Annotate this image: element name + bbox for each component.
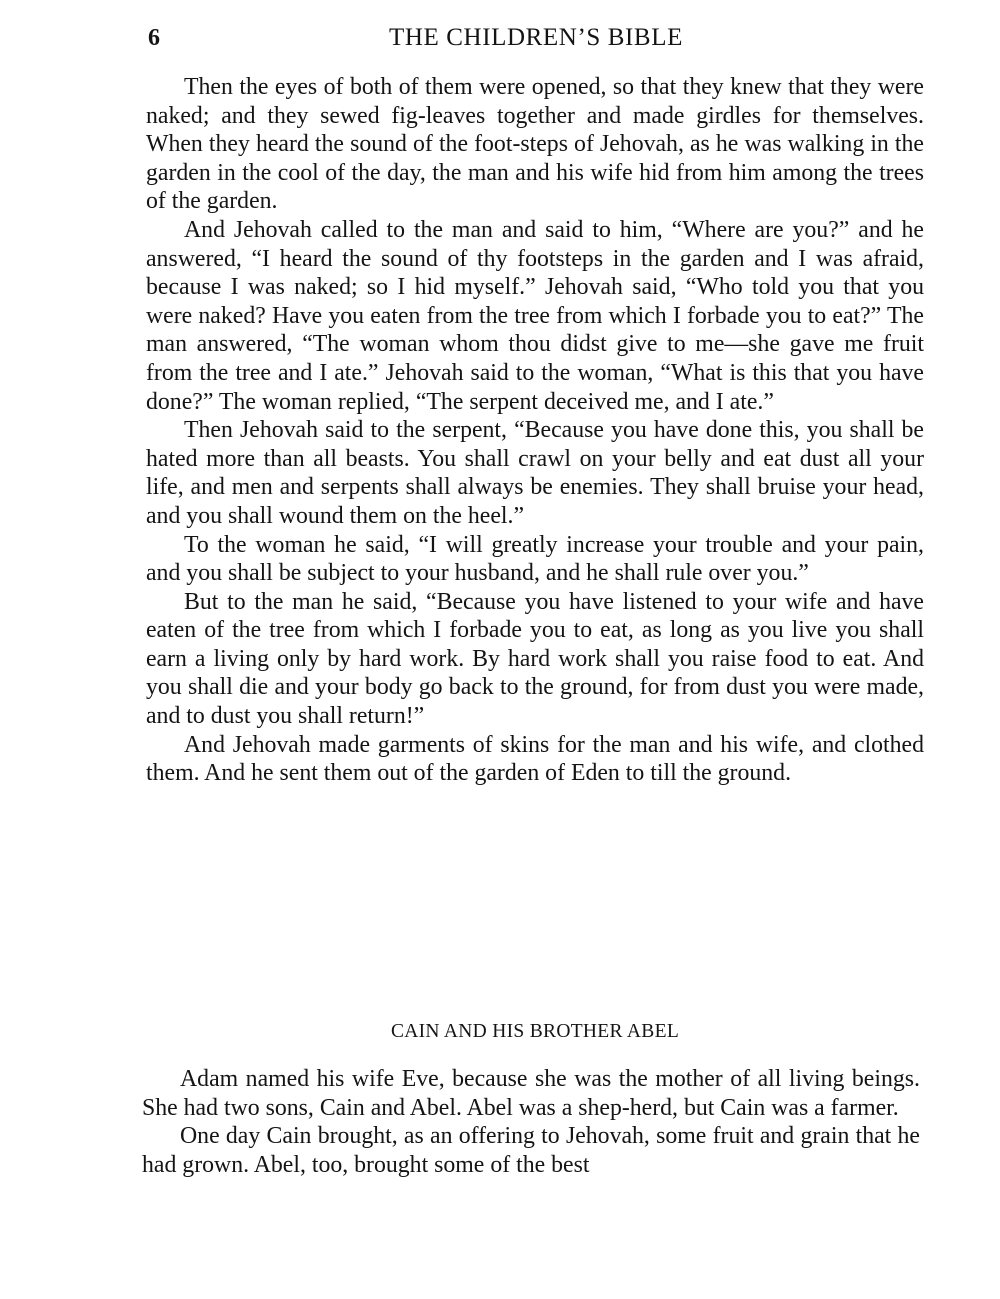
section-text (142, 1065, 920, 1179)
paragraph: And Jehovah called to the man and said to him, “Where are you?” and he answered, “I heard the sound of thy footsteps in the garden and I was afraid, because I was naked; so I hid myself.” Jehovah said, “Who told you that you were naked? Have you eaten from the tree from which I forbade you to eat?” The man answered, “The woman whom thou didst give to me—she gave me fruit from the tree and I ate.” Jehovah said to the woman, “What is this that you have done?” The woman replied, “The serpent deceived me, and I ate.” (146, 216, 924, 415)
main-text (146, 73, 924, 788)
paragraph: Then the eyes of both of them were opened, so that they knew that they were naked; and they sewed fig-leaves together and made girdles for themselves. When they heard the sound of the foot-steps of Jehovah, as he was walking in the garden in the cool of the day, the man and his wife hid from him among the trees of the garden. (146, 74, 924, 215)
paragraph: Adam named his wife Eve, because she was the mother of all living beings. She had two sons, Cain and Abel. Abel was a shep-herd, but Cain was a farmer. (142, 1066, 920, 1121)
paragraph: Then Jehovah said to the serpent, “Because you have done this, you shall be hated more than all beasts. You shall crawl on your belly and eat dust all your life, and men and serpents shall always be enemies. They shall bruise your head, and you shall wound them on the heel.” (146, 417, 924, 529)
paragraph: But to the man he said, “Because you have listened to your wife and have eaten of the tree from which I forbade you to eat, as long as you live you shall earn a living only by hard work. By hard work shall you raise food to eat. And you shall die and your body go back to the ground, for from dust you were made, and to dust you shall return!” (146, 588, 924, 730)
paragraph: To the woman he said, “I will greatly increase your trouble and your pain, and you shall be subject to your husband, and he shall rule over you.” (146, 531, 924, 587)
page-number: 6 (148, 25, 160, 51)
running-title: THE CHILDREN’S BIBLE (389, 24, 683, 51)
paragraph: And Jehovah made garments of skins for the man and his wife, and clothed them. And he sent them out of the garden of Eden to till the ground. (146, 731, 924, 787)
section-heading: CAIN AND HIS BROTHER ABEL (390, 1021, 680, 1042)
paragraph: One day Cain brought, as an offering to Jehovah, some fruit and grain that he had grown. Abel, too, brought some of the best (142, 1123, 920, 1178)
page-header (148, 20, 924, 56)
